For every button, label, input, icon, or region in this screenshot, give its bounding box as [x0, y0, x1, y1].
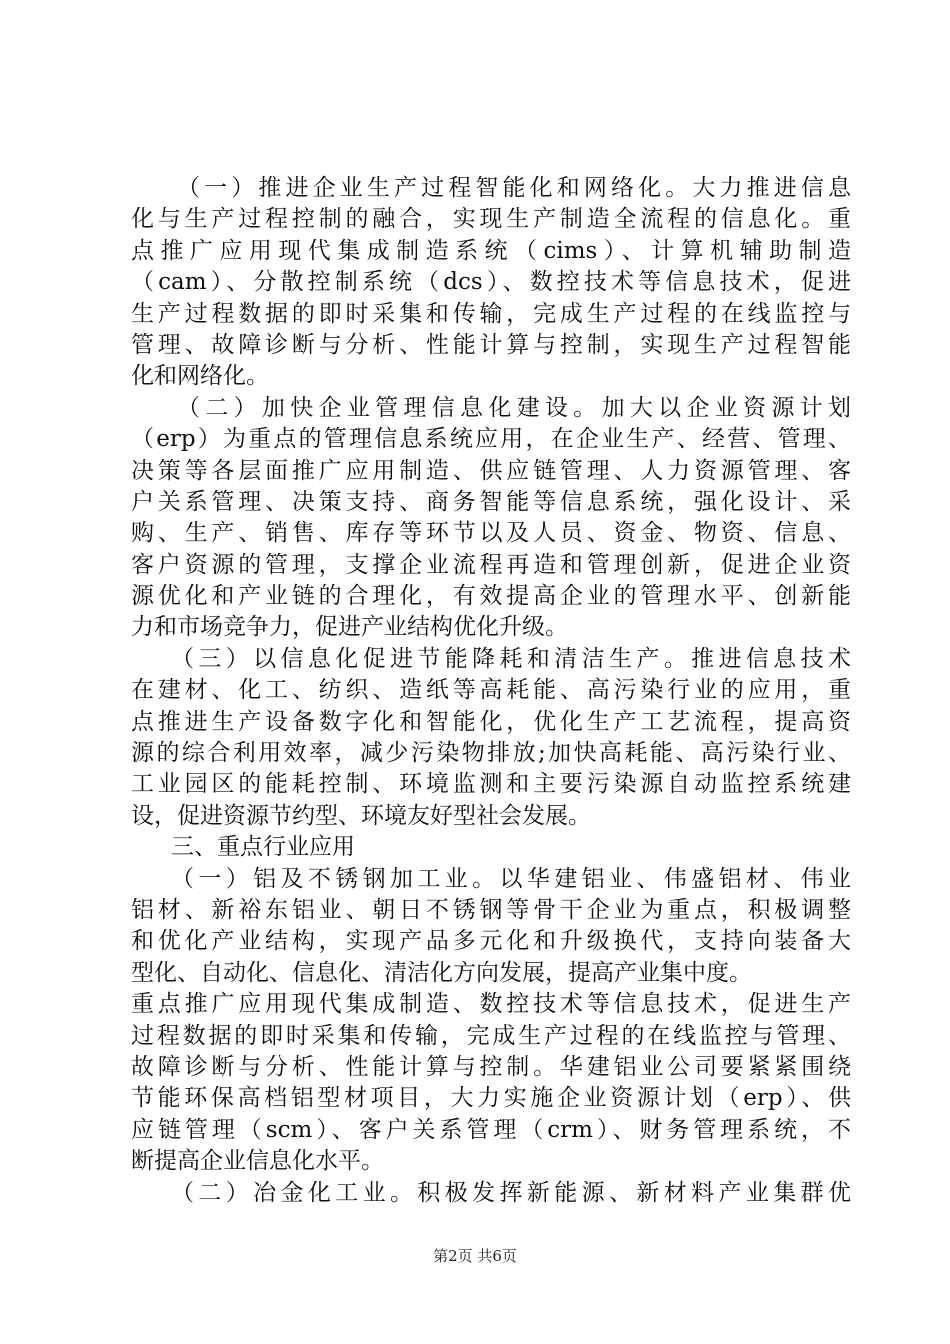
text-line: （cam）、分散控制系统（dcs）、数控技术等信息技术，促进 — [131, 269, 851, 296]
text-line: 点推广应用现代集成制造系统（cims）、计算机辅助制造 — [131, 237, 851, 264]
text-line: 决策等各层面推广应用制造、供应链管理、人力资源管理、客 — [131, 457, 851, 484]
text-line: （二）冶金化工业。积极发挥新能源、新材料产业集群优 — [171, 1179, 851, 1206]
text-line: 源的综合利用效率，减少污染物排放;加快高耗能、高污染行业、 — [131, 740, 851, 767]
text-line: 和优化产业结构，实现产品多元化和升级换代，支持向装备大 — [131, 928, 851, 955]
text-line: 化与生产过程控制的融合，实现生产制造全流程的信息化。重 — [131, 206, 851, 233]
text-line: 化和网络化。 — [131, 363, 269, 390]
text-line: 生产过程数据的即时采集和传输，完成生产过程的在线监控与 — [131, 300, 851, 327]
text-line: 故障诊断与分析、性能计算与控制。华建铝业公司要紧紧围绕 — [131, 1053, 851, 1080]
text-line: （erp）为重点的管理信息系统应用，在企业生产、经营、管理、 — [131, 426, 851, 453]
text-line: 购、生产、销售、库存等环节以及人员、资金、物资、信息、 — [131, 520, 851, 547]
text-line: （一）铝及不锈钢加工业。以华建铝业、伟盛铝材、伟业 — [171, 865, 851, 892]
page-footer: 第2页 共6页 — [433, 1247, 517, 1265]
text-line: 点推进生产设备数字化和智能化，优化生产工艺流程，提高资 — [131, 708, 851, 735]
text-line: （二）加快企业管理信息化建设。加大以企业资源计划 — [177, 394, 851, 421]
text-line: 设，促进资源节约型、环境友好型社会发展。 — [131, 802, 591, 829]
text-line: （一）推进企业生产过程智能化和网络化。大力推进信息 — [177, 175, 851, 201]
text-line: 客户资源的管理，支撑企业流程再造和管理创新，促进企业资 — [131, 551, 851, 578]
text-line: 重点推广应用现代集成制造、数控技术等信息技术，促进生产 — [131, 991, 851, 1018]
text-line: 断提高企业信息化水平。 — [131, 1148, 384, 1175]
text-line: 应链管理（scm）、客户关系管理（crm）、财务管理系统，不 — [131, 1116, 851, 1143]
text-line: 工业园区的能耗控制、环境监测和主要污染源自动监控系统建 — [131, 771, 851, 798]
text-line: 力和市场竞争力，促进产业结构优化升级。 — [131, 614, 568, 641]
text-line: 型化、自动化、信息化、清洁化方向发展，提高产业集中度。 — [131, 959, 752, 986]
body-text — [131, 173, 851, 1209]
text-line: 三、重点行业应用 — [171, 834, 355, 861]
text-line: 管理、故障诊断与分析、性能计算与控制，实现生产过程智能 — [131, 331, 851, 358]
text-line: 节能环保高档铝型材项目，大力实施企业资源计划（erp）、供 — [131, 1085, 851, 1112]
text-line: 在建材、化工、纺织、造纸等高耗能、高污染行业的应用，重 — [131, 677, 851, 704]
text-line: （三）以信息化促进节能降耗和清洁生产。推进信息技术 — [171, 645, 851, 672]
text-line: 过程数据的即时采集和传输，完成生产过程的在线监控与管理、 — [131, 1022, 851, 1049]
text-line: 户关系管理、决策支持、商务智能等信息系统，强化设计、采 — [131, 488, 851, 515]
text-line: 源优化和产业链的合理化，有效提高企业的管理水平、创新能 — [131, 583, 851, 610]
text-line: 铝材、新裕东铝业、朝日不锈钢等骨干企业为重点，积极调整 — [131, 896, 851, 923]
